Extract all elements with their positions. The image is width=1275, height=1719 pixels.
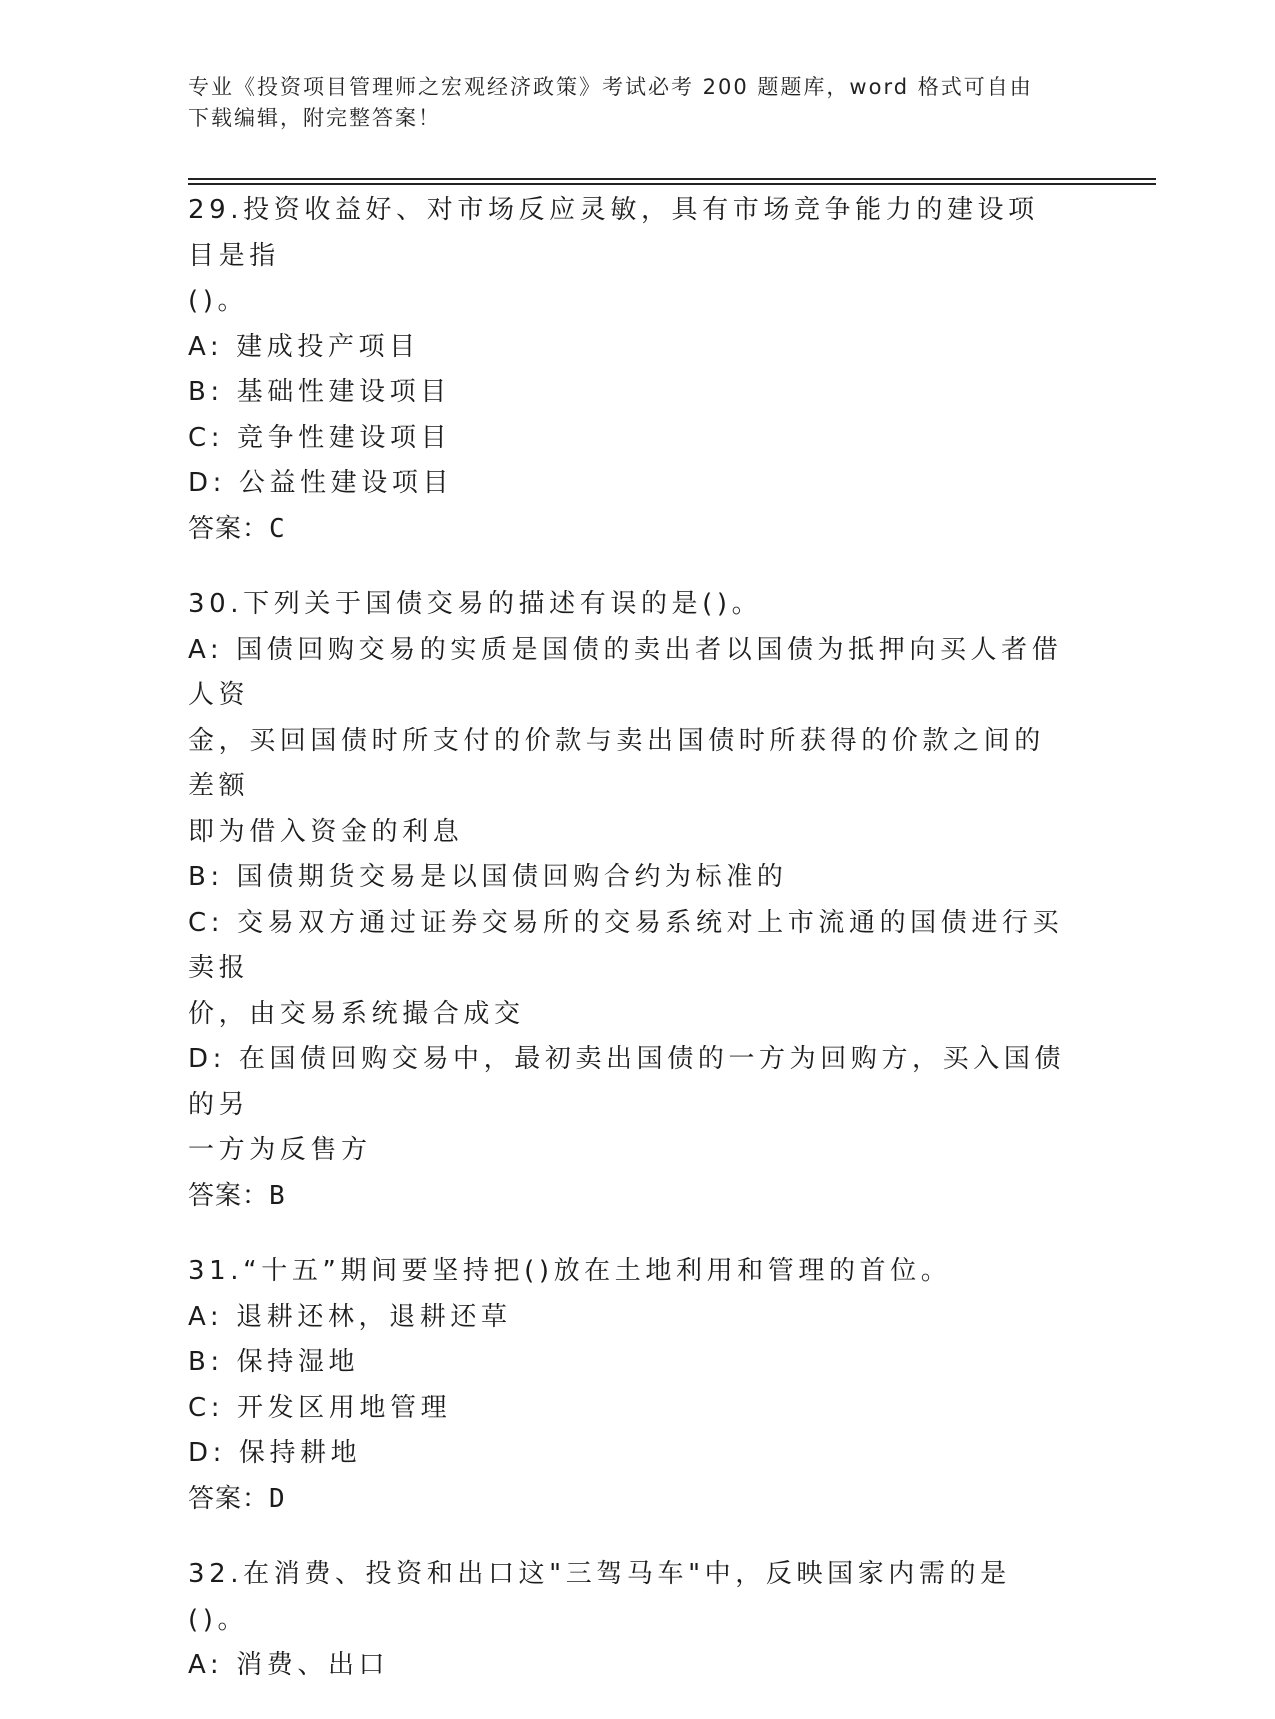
option-line: 即为借入资金的利息 bbox=[188, 816, 464, 847]
question-block bbox=[188, 582, 1068, 1219]
question-stem-line: ()。 bbox=[188, 286, 249, 316]
question-block bbox=[188, 188, 1068, 552]
question-block bbox=[188, 1552, 1068, 1689]
question-list bbox=[188, 188, 1068, 1719]
answer-label: 答案： bbox=[188, 513, 270, 544]
option-line: C: 竞争性建设项目 bbox=[188, 422, 452, 453]
option-line: 金，买回国债时所支付的价款与卖出国债时所获得的价款之间的差额 bbox=[188, 725, 1045, 801]
option-line: D: 公益性建设项目 bbox=[188, 468, 454, 498]
answer-value: C bbox=[269, 513, 286, 544]
question-stem-line: 32.在消费、投资和出口这"三驾马车"中，反映国家内需的是()。 bbox=[188, 1559, 1011, 1635]
option-line: 一方为反售方 bbox=[188, 1135, 372, 1165]
header-line-2: 下载编辑，附完整答案！ bbox=[188, 106, 441, 130]
option-line: A: 建成投产项目 bbox=[188, 331, 420, 362]
option-line: C: 开发区用地管理 bbox=[188, 1392, 452, 1423]
option-line: B: 国债期货交易是以国债回购合约为标准的 bbox=[188, 862, 788, 892]
answer-value: D bbox=[269, 1483, 286, 1514]
header-line-1: 专业《投资项目管理师之宏观经济政策》考试必考 200 题题库，word 格式可自由 bbox=[188, 75, 1033, 99]
option-line: 价，由交易系统撮合成交 bbox=[188, 998, 525, 1029]
answer-label: 答案： bbox=[188, 1180, 270, 1211]
option-line: B: 保持湿地 bbox=[188, 1347, 360, 1377]
header-divider-bottom bbox=[188, 183, 1156, 185]
question-stem-line: 30.下列关于国债交易的描述有误的是()。 bbox=[188, 589, 763, 619]
option-line: C: 交易双方通过证券交易所的交易系统对上市流通的国债进行买卖报 bbox=[188, 907, 1064, 983]
answer-label: 答案： bbox=[188, 1483, 270, 1514]
option-line: A: 消费、出口 bbox=[188, 1650, 390, 1680]
document-header bbox=[188, 72, 1068, 134]
question-block bbox=[188, 1249, 1068, 1522]
option-line: A: 国债回购交易的实质是国债的卖出者以国债为抵押向买人者借人资 bbox=[188, 634, 1063, 710]
option-line: D: 在国债回购交易中，最初卖出国债的一方为回购方，买入国债的另 bbox=[188, 1044, 1066, 1120]
option-line: B: 基础性建设项目 bbox=[188, 377, 451, 407]
answer-line bbox=[188, 507, 1068, 553]
option-line: A: 退耕还林，退耕还草 bbox=[188, 1301, 512, 1332]
question-stem-line: 31.“十五”期间要坚持把()放在土地利用和管理的首位。 bbox=[188, 1256, 952, 1286]
answer-line bbox=[188, 1174, 1068, 1220]
header-divider-top bbox=[188, 178, 1156, 180]
option-line: D: 保持耕地 bbox=[188, 1438, 362, 1468]
answer-line bbox=[188, 1477, 1068, 1523]
question-stem-line: 29.投资收益好、对市场反应灵敏，具有市场竞争能力的建设项目是指 bbox=[188, 195, 1039, 271]
answer-value: B bbox=[269, 1180, 286, 1211]
